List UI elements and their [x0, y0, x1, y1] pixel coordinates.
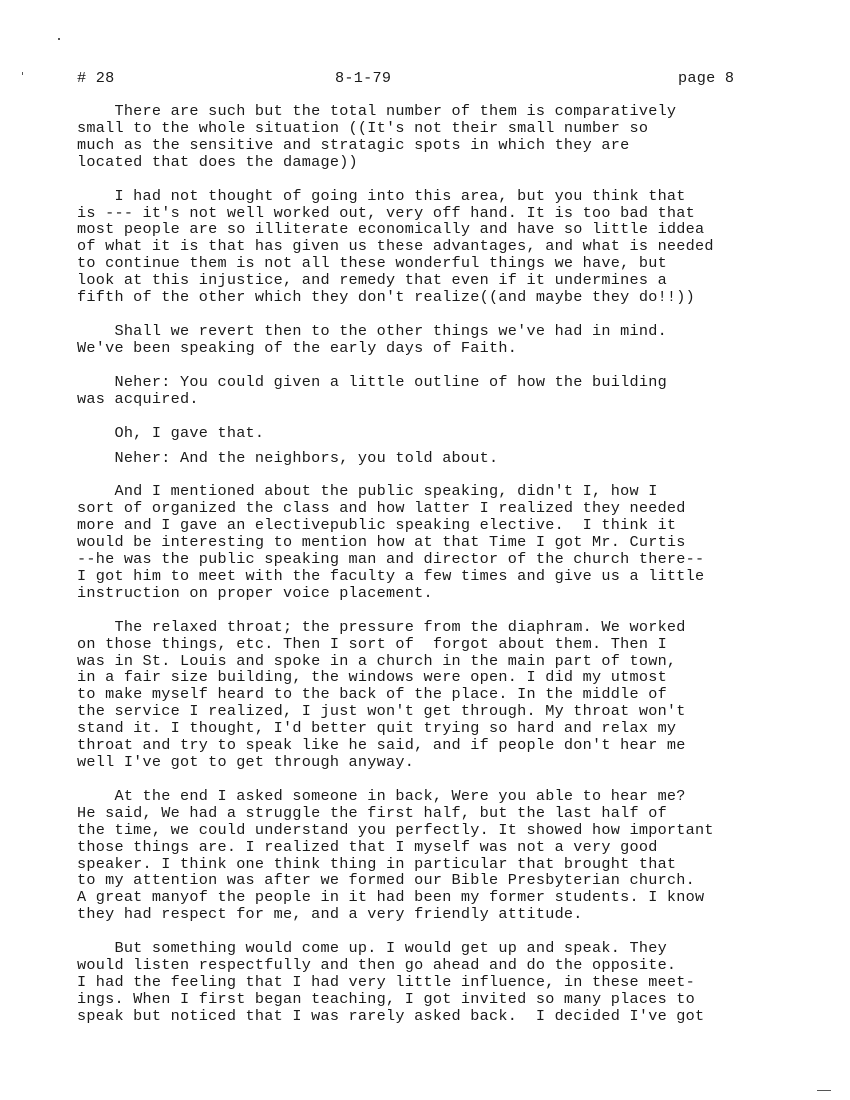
scan-speck — [817, 1090, 831, 1091]
paragraph-10: But something would come up. I would get up and speak. They would listen respectfully and then go ahead and do the opposite. I had the feeling that I had very little influence, in these meet- ings. When I first began teaching, I got invited so many places to speak but noticed that I was rarely asked back. I decided I've got — [77, 939, 705, 1025]
paragraph-1: There are such but the total number of them is comparatively small to the whole situation ((It's not their small number so much as the sensitive and stratagic spots in which they are located that does the damage)) — [77, 102, 677, 171]
paragraph-4: Neher: You could given a little outline of how the building was acquired. — [77, 372, 667, 408]
page-header — [0, 70, 850, 90]
paragraph-6: Neher: And the neighbors, you told about. — [77, 448, 499, 467]
paragraph-7: And I mentioned about the public speaking, didn't I, how I sort of organized the class and how latter I realized they needed more and I gave an electivepublic speaking elective. I think it would be interesting to mention how at that Time I got Mr. Curtis --he was the public speaking man and director of the church there-- I got him to meet with the faculty a few times and give us a little instruction on proper voice placement. — [77, 482, 705, 602]
document-number: # 28 — [77, 69, 115, 87]
scan-speck — [58, 38, 60, 40]
page-number: page 8 — [678, 69, 735, 87]
document-body — [77, 103, 797, 1042]
paragraph-5: Oh, I gave that. — [77, 423, 265, 442]
scan-speck — [22, 72, 23, 75]
paragraph-2: I had not thought of going into this area, but you think that is --- it's not well worked out, very off hand. It is too bad that most people are so illiterate economically and have so little iddea of what it is that has given us these advantages, and what is needed to continue them is not all these wonderful things we have, but look at this injustice, and remedy that even if it undermines a fifth of the other which they don't realize((and maybe they do!!)) — [77, 186, 714, 307]
document-date: 8-1-79 — [335, 69, 392, 87]
paragraph-8: The relaxed throat; the pressure from the diaphram. We worked on those things, etc. Then I sort of forgot about them. Then I was in St. Louis and spoke in a church in the main part of town, in a fair size building, the windows were open. I did my utmost to make myself heard to the back of the place. In the middle of the service I realized, I just won't get through. My throat won't stand it. I thought, I'd better quit trying so hard and relax my throat and try to speak like he said, and if people don't hear me well I've got to get through anyway. — [77, 617, 686, 771]
paragraph-9: At the end I asked someone in back, Were you able to hear me? He said, We had a struggle the first half, but the last half of the time, we could understand you perfectly. It showed how important those things are. I realized that I myself was not a very good speaker. I think one think thing in particular that brought that to my attention was after we formed our Bible Presbyterian church. A great manyof the people in it had been my former students. I know they had respect for me, and a very friendly attitude. — [77, 786, 714, 924]
paragraph-3: Shall we revert then to the other things we've had in mind. We've been speaking of the early days of Faith. — [77, 321, 667, 357]
